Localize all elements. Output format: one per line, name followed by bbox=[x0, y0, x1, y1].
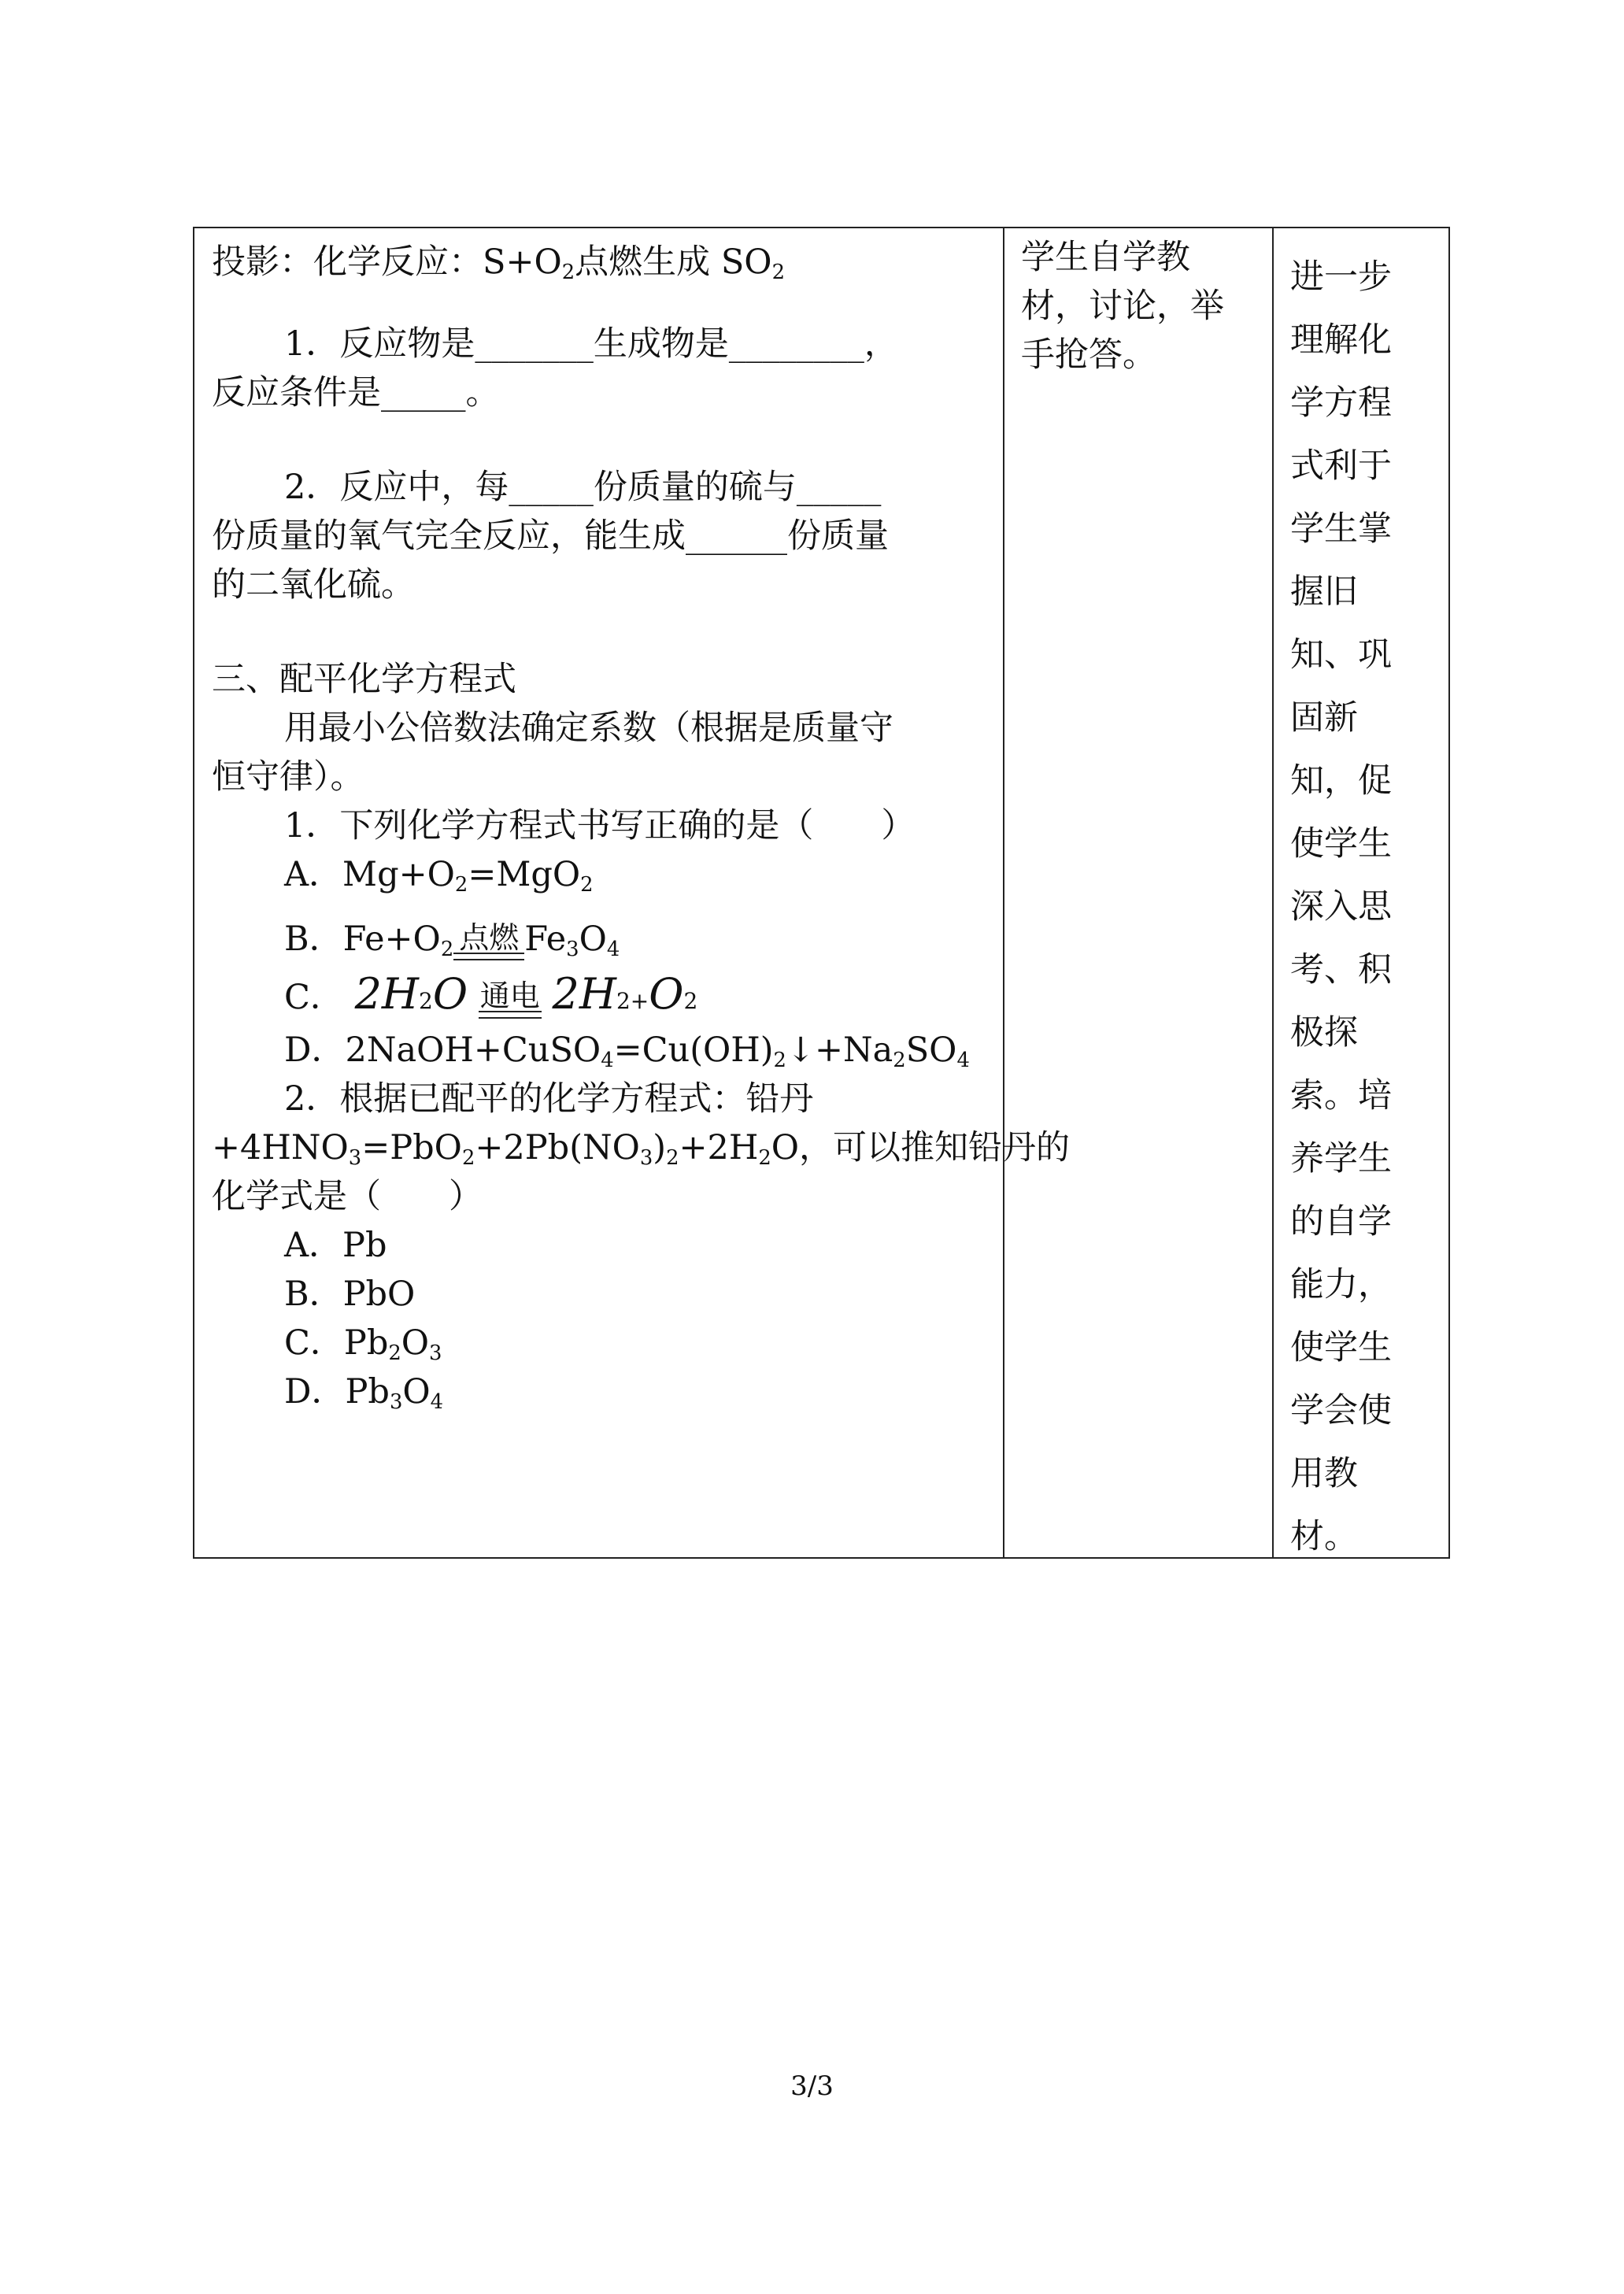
intent-line: 式利于 bbox=[1290, 446, 1392, 486]
exercise-2-equation: $+4HNO_3=PbO_2+2Pb(NO_3)_2+2H_2O$，可以推知铅丹的 bbox=[212, 1128, 1071, 1171]
answer-c: C．$Pb_2O_3$ bbox=[284, 1323, 442, 1366]
intent-line: 学方程 bbox=[1290, 383, 1392, 423]
intent-line: 考、积 bbox=[1290, 950, 1392, 990]
intent-line: 知，促 bbox=[1290, 761, 1392, 801]
activity-line: 学生自学教 bbox=[1021, 238, 1190, 277]
option-b: B．$Fe+O_2$ 点燃 $Fe_3O_4$ bbox=[284, 919, 620, 962]
exercise-2-end: 化学式是（ ） bbox=[212, 1177, 483, 1216]
page-number: 3/3 bbox=[790, 2070, 834, 2102]
exercise-1: 1．下列化学方程式书写正确的是（ ） bbox=[284, 806, 916, 845]
answer-d: D．$Pb_3O_4$ bbox=[284, 1372, 444, 1415]
section-heading: 三、配平化学方程式 bbox=[212, 660, 516, 699]
intent-line: 使学生 bbox=[1290, 1328, 1392, 1367]
reaction-condition: 通电 bbox=[479, 981, 542, 1019]
column-divider bbox=[1272, 228, 1274, 1557]
question-1-cont: 反应条件是_____。 bbox=[212, 373, 500, 413]
projection-line: 投影：化学反应：$S+O_2$点燃生成 $SO_2$ bbox=[212, 242, 785, 285]
intent-line: 极探 bbox=[1290, 1013, 1358, 1053]
intent-line: 学会使 bbox=[1290, 1391, 1392, 1430]
column-divider bbox=[1003, 228, 1004, 1557]
section-intro: 用最小公倍数法确定系数（根据是质量守 bbox=[284, 709, 893, 748]
section-intro-cont: 恒守律）。 bbox=[212, 757, 364, 797]
intent-line: 材。 bbox=[1290, 1517, 1358, 1556]
activity-line: 材，讨论，举 bbox=[1021, 287, 1224, 326]
intent-line: 理解化 bbox=[1290, 320, 1392, 360]
design-intent-column bbox=[1290, 246, 1416, 1568]
intent-line: 养学生 bbox=[1290, 1139, 1392, 1178]
question-2-cont: 份质量的氧气完全反应，能生成______份质量 bbox=[212, 516, 889, 556]
intent-line: 深入思 bbox=[1290, 887, 1392, 927]
intent-line: 索。培 bbox=[1290, 1076, 1392, 1116]
question-2-end: 的二氧化硫。 bbox=[212, 565, 415, 605]
intent-line: 进一步 bbox=[1290, 257, 1392, 297]
activity-line: 手抢答。 bbox=[1021, 335, 1156, 375]
intent-line: 能力， bbox=[1290, 1265, 1392, 1304]
intent-line: 知、巩 bbox=[1290, 635, 1392, 675]
option-c: C． 2H2O 通电 2H2+O2 bbox=[284, 969, 698, 1019]
content-column bbox=[212, 238, 1071, 1416]
answer-b: B．PbO bbox=[284, 1275, 416, 1314]
intent-line: 的自学 bbox=[1290, 1202, 1392, 1241]
student-activity-column bbox=[1021, 233, 1257, 379]
intent-line: 握旧 bbox=[1290, 572, 1358, 612]
answer-a: A．Pb bbox=[284, 1226, 387, 1265]
reaction-condition: 点燃 bbox=[453, 923, 524, 960]
question-1: 1．反应物是_______生成物是________， bbox=[284, 324, 898, 364]
lesson-table bbox=[193, 227, 1450, 1559]
intent-line: 学生掌 bbox=[1290, 509, 1392, 549]
intent-line: 使学生 bbox=[1290, 824, 1392, 864]
question-2: 2．反应中，每_____份质量的硫与_____ bbox=[284, 468, 882, 507]
exercise-2: 2．根据已配平的化学方程式：铅丹 bbox=[284, 1079, 814, 1119]
option-d: D．$2NaOH+CuSO_4=Cu(OH)_2↓+Na_2SO_4$ bbox=[284, 1030, 970, 1073]
intent-line: 用教 bbox=[1290, 1454, 1358, 1493]
intent-line: 固新 bbox=[1290, 698, 1358, 738]
option-a: A．$Mg+O_2=MgO_2$ bbox=[284, 855, 594, 897]
